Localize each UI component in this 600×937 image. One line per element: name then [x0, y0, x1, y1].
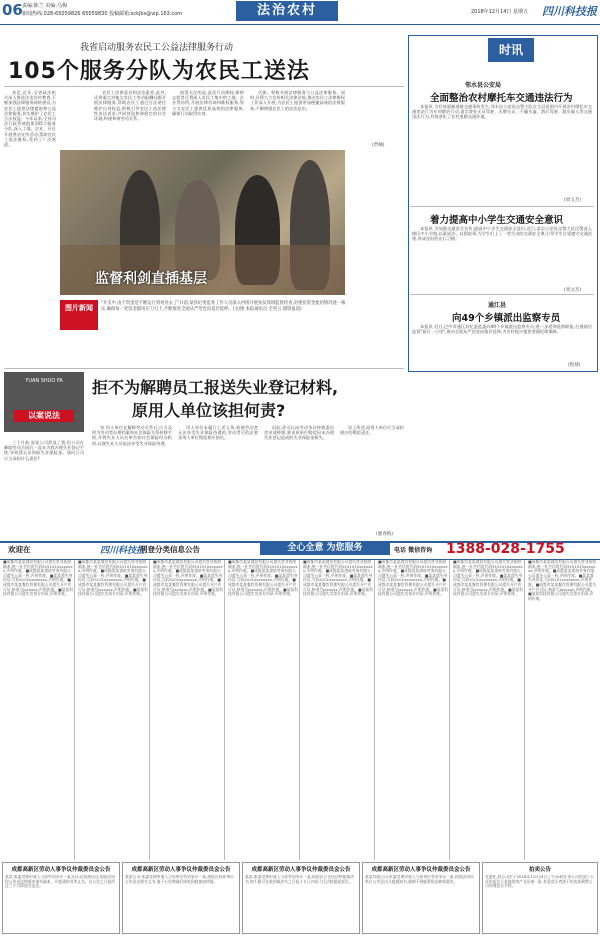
classified-column: ■成都市某某商贸有限公司遗失营业执照副本,统一社会信用代码9151010xxxxxxx,声明作废。■成都某某建筑劳务有限公司遗失公章一枚,声明作废。■某某遗失身份证,号码5101xxxxxxxx,声明作废。■成都市某某餐饮管理有限公司遗失开户许可证,核准号Jxxxxxx,声明作废。■某某科技有限公司遗失发票专用章,声明作废。	[302, 560, 375, 860]
story1-body: 本报讯 为有效遏制道路交通事故发生,邻水县公安局交警大队在全县范围内开展农村摩托车交通违法行为专项整治行动,重点查处无证驾驶、无牌无证、不戴头盔、酒后驾驶、超员载人等交通违法行为,有效净化了农村道路交通环境。	[412, 104, 592, 120]
opinion-column-2: 答:用人单位在解除劳动关系后,应当及时为劳动者办理档案和社会保险关系转移手续,并将失业人员名单告知社会保险经办机构,以便失业人员依法享受失业保险待遇。	[92, 425, 172, 446]
classified-column: ■成都市某某商贸有限公司遗失营业执照副本,统一社会信用代码9151010xxxxxxx,声明作废。■成都某某建筑劳务有限公司遗失公章一枚,声明作废。■某某遗失身份证,号码5101xxxxxxxx,声明作废。■成都市某某餐饮管理有限公司遗失开户许可证,核准号Jxxxxxx,声明作废。■某某科技有限公司遗失发票专用章,声明作废。	[452, 560, 525, 860]
story3-sub: 通江县	[488, 302, 507, 309]
story3-body: 本报讯 近日,巴中市通江县纪委监委向49个乡镇派出监察专员,进一步延伸监察职能,打通基层监督"最后一公里",推动全面从严治党向基层延伸,为乡村振兴提供坚强纪律保障。	[412, 324, 592, 335]
case-law-tag: YUAN SHUO FA 以案说法	[4, 372, 84, 432]
story2-body: 本报讯 为加强交通安全宣传,提高中小学生交通安全意识,近日,某县公安局交警大队民警深入辖区中小学校,以案说法、以图说事,为学生们上了一堂生动的交通安全课,引导学生自觉遵守交通法规,养成良好的出行习惯。	[412, 226, 592, 242]
news-tag: 时讯	[488, 38, 534, 62]
article-author: (贾楠)	[372, 143, 385, 148]
ad-phone-label: 电话 微信咨询	[394, 547, 433, 554]
divider	[4, 368, 404, 369]
classified-column: ■成都市某某商贸有限公司遗失营业执照副本,统一社会信用代码9151010xxxxxxx,声明作废。■成都某某建筑劳务有限公司遗失公章一枚,声明作废。■某某遗失身份证,号码5101xxxxxxxx,声明作废。■成都市某某餐饮管理有限公司遗失开户许可证,核准号Jxxxxxx,声明作废。■某某科技有限公司遗失发票专用章,声明作废。	[2, 560, 75, 860]
divider	[4, 86, 404, 87]
article-column-4: 代律。积极开展法律服务与公益法律服务。同时,还将大力宣传相关法律法规,推动农民工法律维权工作深入开展,为农民工提供更加便捷高效的法律服务,不断增强农民工的法治意识。	[250, 90, 345, 111]
notice-box: 成都高新区劳动人事争议仲裁委员会公告 某某:本委受理申请人与你劳动争议一案,现依法公告送达仲裁裁决书,如不服可在收到裁决书之日起十五日内向人民法院提起诉讼。	[242, 862, 360, 934]
issue-date: 2018年12月14日 星期五	[470, 9, 528, 15]
page-number: 06	[2, 1, 23, 19]
article-subtitle: 我省启动服务农民工公益法律服务行动	[80, 43, 234, 53]
classified-column: ■成都市某某商贸有限公司遗失营业执照副本,统一社会信用代码9151010xxxxxxx,声明作废。■成都某某建筑劳务有限公司遗失公章一枚,声明作废。■某某遗失身份证,号码5101xxxxxxxx,声明作废。■成都市某某餐饮管理有限公司遗失开户许可证,核准号Jxxxxxx,声明作废。■某某科技有限公司遗失发票专用章,声明作废。	[77, 560, 150, 860]
story3-headline: 向49个乡镇派出监察专员	[452, 313, 561, 324]
ad-slogan: 全心全意 为您服务	[260, 542, 390, 555]
photo-title: 监督利剑直插基层	[95, 271, 207, 287]
notice-box: 拍卖公告 受委托,我公司定于2018年12月24日上午10时在本公司拍卖厅公开拍卖位于某地的房产及设备一批,有意竞买者请于拍卖前到我公司办理竞买手续。	[482, 862, 598, 934]
ad-phone: 1388-028-1755	[446, 541, 565, 557]
notice-box: 成都高新区劳动人事争议仲裁委员会公告 某某公司:本委受理申请人与你单位劳动争议一案,现依法向你单位公告送达相关文书,请于公告期满后按时到庭参加仲裁。	[122, 862, 240, 934]
editor-line: 责编:陈兰 美编:乌梅	[22, 3, 67, 9]
ad-title: 刊登分类信息公告	[140, 545, 200, 554]
opinion-headline-2: 原用人单位该担何责?	[132, 401, 286, 420]
newspaper-logo: 四川科技报	[542, 5, 597, 18]
opinion-column-3: 用人单位未履行上述义务,致使劳动者无法享受失业保险待遇的,劳动者可依法要求用人单位赔偿相应损失。	[178, 425, 258, 441]
opinion-headline-1: 拒不为解聘员工报送失业登记材料,	[92, 378, 339, 397]
classified-column: ■成都市某某商贸有限公司遗失营业执照副本,统一社会信用代码9151010xxxxxxx,声明作废。■成都某某建筑劳务有限公司遗失公章一枚,声明作废。■某某遗失身份证,号码5101xxxxxxxx,声明作废。■成都市某某餐饮管理有限公司遗失开户许可证,核准号Jxxxxxx,声明作废。■某某科技有限公司遗失发票专用章,声明作废。	[227, 560, 300, 860]
classified-column: ■成都市某某商贸有限公司遗失营业执照副本,统一社会信用代码9151010xxxxxxx,声明作废。■成都某某建筑劳务有限公司遗失公章一枚,声明作废。■某某遗失身份证,号码5101xxxxxxxx,声明作废。■成都市某某餐饮管理有限公司遗失开户许可证,核准号Jxxxxxx,声明作废。■某某科技有限公司遗失发票专用章,声明作废。	[377, 560, 450, 860]
story2-author: (周文杰)	[564, 288, 582, 293]
story2-headline: 着力提高中小学生交通安全意识	[430, 215, 564, 226]
notice-box: 成都高新区劳动人事争议仲裁委员会公告 某某:本委受理申请人与你劳动争议一案,因无法直接送达,现依法向你公告送达仲裁申请书副本、开庭通知书等文书。自公告之日起经过三十日即视为送达。	[2, 862, 120, 934]
article-headline: 105个服务分队为农民工送法	[8, 59, 310, 84]
opinion-column-4: 因此,你可以向劳动争议仲裁委员会申请仲裁,要求原单位赔偿因未办理失业登记造成的失业保险金损失。	[264, 425, 334, 441]
opinion-column-1: 三个月前,原某公司辞退了我,但公司在解除劳动合同后一直未为我办理失业登记手续,导致我无法领取失业保险金。请问公司应当承担什么责任?	[4, 440, 84, 461]
classified-grid	[0, 560, 600, 860]
ad-welcome: 欢迎在	[8, 545, 31, 554]
section-title: 法治农村	[236, 1, 338, 21]
article-column-1: 充足,近年,全省政法机关深入推进法治宣传教育,不断加强法律服务网络建设,为农民工提供法律援助和公益法律服务,切实维护了农民工合法权益。今年以来,全省司法行政系统组建105个服务分队,深入工地、企业、社区开展普法宣传活动,帮助农民工依法维权,受到了广泛欢迎。	[4, 90, 56, 148]
story1-author: (周文杰)	[564, 198, 582, 203]
story1-sub: 邻水县公安局	[465, 82, 502, 89]
divider	[410, 294, 594, 295]
classified-column: ■成都市某某商贸有限公司遗失营业执照副本,统一社会信用代码9151010xxxxxxx,声明作废。■成都某某建筑劳务有限公司遗失公章一枚,声明作废。■某某遗失身份证,号码5101xxxxxxxx,声明作废。■成都市某某餐饮管理有限公司遗失开户许可证,核准号Jxxxxxx,声明作废。■某某科技有限公司遗失发票专用章,声明作废。	[152, 560, 225, 860]
classified-column: ■成都市某某商贸有限公司遗失营业执照副本,统一社会信用代码9151010xxxxxxx,声明作废。■成都某某建筑劳务有限公司遗失公章一枚,声明作废。■某某遗失身份证,号码5101xxxxxxxx,声明作废。■成都市某某餐饮管理有限公司遗失开户许可证,核准号Jxxxxxx,声明作废。■某某科技有限公司遗失发票专用章,声明作废。	[528, 560, 597, 601]
notice-box: 成都高新区劳动人事争议仲裁委员会公告 某某有限公司:本委受理申请人与你单位劳动争议一案,现依法向你单位公告送达开庭通知书,逾期不到庭将依法缺席裁决。	[362, 862, 480, 934]
story1-headline: 全面整治农村摩托车交通违法行为	[430, 93, 573, 104]
story3-author: (程婧)	[568, 363, 581, 368]
ad-brand: 四川科技报	[100, 546, 146, 556]
photo-news-badge: 图片新闻	[60, 300, 98, 330]
article-column-2: 农民工法律意识和法治素养,此外,还将重点对拖欠农民工劳动报酬问题开展法律服务,帮助农民工通过合法途径维护自身权益,积极引导农民工依法理性表达诉求,共同营造和谐稳定的社会环境,构建和谐劳动关系。	[94, 90, 166, 122]
divider	[410, 206, 594, 207]
opinion-column-5: 综上所述,原用人单位应当承担相应的赔偿责任。	[340, 425, 404, 436]
article-column-3: 值得关注的是,此次行动期间,律师志愿者还将深入农民工集中的工地、企业等场所,开展法律咨询和维权服务,努力为农民工提供优质高效的法律服务,确保行动取得实效。	[172, 90, 244, 116]
photo-caption: "开支中,由于资金是不断运行到何处去了"日前,某县纪委监委工作人员深入村组开展扶贫领域监督检查,对惠民资金使用情况逐一核实,确保每一笔资金都用在刀刃上,不断推进全面从严治党向基层延伸。(文/图 本报通讯员 全英云 摄影报道)	[101, 301, 346, 312]
opinion-author: (廖春梅)	[376, 532, 394, 537]
contact-line: 新闻热线:028-65059826 65059830 投稿邮箱:sckjbs@vip.163.com	[22, 11, 183, 17]
